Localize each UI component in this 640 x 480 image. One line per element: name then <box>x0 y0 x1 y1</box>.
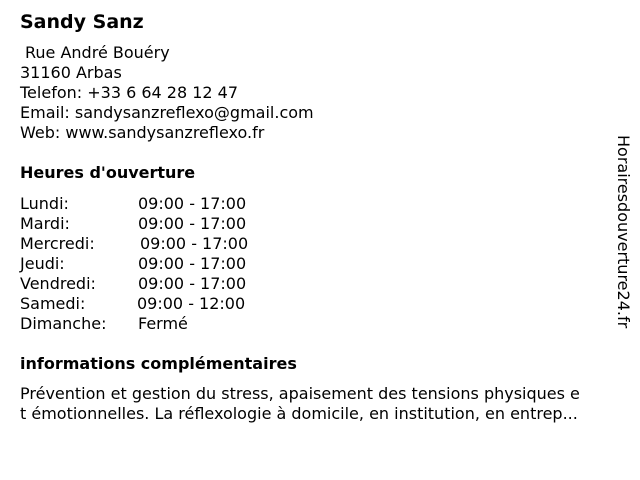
hours-row-thursday <box>20 254 320 274</box>
hours-row-saturday <box>20 294 320 314</box>
info-line-2: t émotionnelles. La réflexologie à domicile, en institution, en entrep... <box>20 404 578 423</box>
time-value: Fermé <box>138 314 188 333</box>
business-name: Sandy Sanz <box>20 11 144 33</box>
day-label: Vendredi: <box>20 274 96 293</box>
time-value: 09:00 - 17:00 <box>138 194 247 213</box>
time-value: 09:00 - 17:00 <box>138 254 247 273</box>
hours-row-friday <box>20 274 320 294</box>
info-line-1: Prévention et gestion du stress, apaisement des tensions physiques e <box>20 384 580 403</box>
hours-row-tuesday <box>20 214 320 234</box>
additional-info-heading: informations complémentaires <box>20 354 297 373</box>
time-value: 09:00 - 17:00 <box>140 234 249 253</box>
hours-row-monday <box>20 194 320 214</box>
hours-row-wednesday <box>20 234 320 254</box>
phone-line: Telefon: +33 6 64 28 12 47 <box>20 83 239 102</box>
additional-info-text <box>20 384 632 424</box>
email-line: Email: sandysanzreflexo@gmail.com <box>20 103 314 122</box>
day-label: Dimanche: <box>20 314 107 333</box>
opening-hours-heading: Heures d'ouverture <box>20 163 196 182</box>
day-label: Mardi: <box>20 214 70 233</box>
day-label: Jeudi: <box>20 254 65 273</box>
contact-block <box>20 43 314 143</box>
hours-row-sunday <box>20 314 320 334</box>
website-line: Web: www.sandysanzreflexo.fr <box>20 123 265 142</box>
site-watermark: Horairesdouverture24.fr <box>614 135 633 329</box>
day-label: Lundi: <box>20 194 69 213</box>
time-value: 09:00 - 17:00 <box>138 214 247 233</box>
time-value: 09:00 - 17:00 <box>138 274 247 293</box>
city-postal: 31160 Arbas <box>20 63 122 82</box>
opening-hours-table <box>20 194 320 334</box>
time-value: 09:00 - 12:00 <box>137 294 246 313</box>
street-address: Rue André Bouéry <box>25 43 170 62</box>
day-label: Samedi: <box>20 294 86 313</box>
day-label: Mercredi: <box>20 234 95 253</box>
